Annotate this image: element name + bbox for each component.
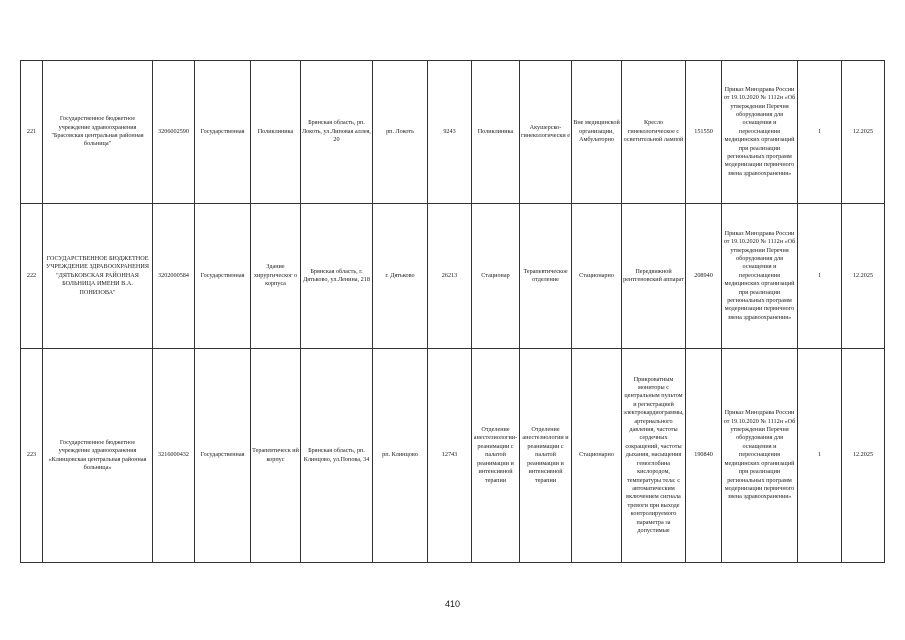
- row-number: 223: [21, 349, 43, 563]
- building: Здание хирургическог о корпуса: [251, 204, 301, 349]
- population: 9243: [428, 61, 472, 204]
- table-row: [21, 61, 885, 204]
- page-number: 410: [444, 599, 461, 609]
- equipment-name: Кресло гинекологическое с осветительной лампой: [622, 61, 686, 204]
- quantity: 1: [798, 349, 842, 563]
- delivery-date: 12.2025: [842, 349, 885, 563]
- organization-name: ГОСУДАРСТВЕННОЕ БЮДЖЕТНОЕ УЧРЕЖДЕНИЕ ЗДРАВООХРАНЕНИЯ "ДЯТЬКОВСКАЯ РАЙОННАЯ БОЛЬНИЦА ИМЕНИ В.А. ПОНИЗОВА": [43, 204, 153, 349]
- unit-type: Стационар: [472, 204, 520, 349]
- locality: рп. Локоть: [373, 61, 428, 204]
- equipment-code: 151550: [686, 61, 722, 204]
- organization-name: Государственное бюджетное учреждение здравоохранения «Клинцовская центральная районная больница»: [43, 349, 153, 563]
- quantity: 1: [798, 204, 842, 349]
- equipment-code: 208940: [686, 204, 722, 349]
- address: Брянская область, рп. Локоть, ул.Липовая аллея, 20: [301, 61, 373, 204]
- department: Акушерско-гинекологически е: [520, 61, 572, 204]
- ownership: Государственная: [195, 349, 251, 563]
- row-number: 221: [21, 61, 43, 204]
- ownership: Государственная: [195, 61, 251, 204]
- population: 12743: [428, 349, 472, 563]
- delivery-date: 12.2025: [842, 61, 885, 204]
- care-type: Стационарно: [572, 349, 622, 563]
- equipment-name: Передвижной рентгеновский аппарат: [622, 204, 686, 349]
- department: Терапевтическое отделение: [520, 204, 572, 349]
- equipment-registry-table: [20, 60, 885, 563]
- order-reference: Приказ Минздрава России от 19.10.2020 № 1112н «Об утверждении Перечня оборудования для оснащения и переоснащения медицинских организаций при реализации региональных программ модернизации первичного звена здравоохранения»: [722, 61, 798, 204]
- population: 26213: [428, 204, 472, 349]
- building: Терапевтическ ий корпус: [251, 349, 301, 563]
- unit-type: Поликлиника: [472, 61, 520, 204]
- care-type: Вне медицинской организации, Амбулаторно: [572, 61, 622, 204]
- inn: 3202000584: [153, 204, 195, 349]
- order-reference: Приказ Минздрава России от 19.10.2020 № 1112н «Об утверждении Перечня оборудования для оснащения и переоснащения медицинских организаций при реализации региональных программ модернизации первичного звена здравоохранения»: [722, 349, 798, 563]
- quantity: 1: [798, 61, 842, 204]
- locality: г. Дятьково: [373, 204, 428, 349]
- unit-type: Отделение анестезиологии-реанимации с палатой реанимации и интенсивной терапии: [472, 349, 520, 563]
- table-row: [21, 349, 885, 563]
- inn: 3206002590: [153, 61, 195, 204]
- equipment-name: Прикроватным мониторы с центральным пультом и регистрацией электрокардиограммы, артериального давления, частоты сердечных сокращений, частоты дыхания, насыщения гемоглобина кислородом, температуры тела: с автоматическим включением сигнала тревоги при выходе контролируемого параметра за допустимые: [623, 375, 684, 534]
- department: Отделение анестезиологии и реанимации с палатой реанимации и интенсивной терапии: [520, 349, 572, 563]
- locality: рп. Клинцово: [373, 349, 428, 563]
- table-row: [21, 204, 885, 349]
- care-type: Стационарно: [572, 204, 622, 349]
- row-number: 222: [21, 204, 43, 349]
- address: Брянская область, г. Дятьково, ул.Ленина, 218: [301, 204, 373, 349]
- ownership: Государственная: [195, 204, 251, 349]
- equipment-name-cell: [622, 349, 686, 563]
- equipment-code: 190840: [686, 349, 722, 563]
- building: Поликлиника: [251, 61, 301, 204]
- address: Брянская область, рп. Клинцово, ул.Попова, 34: [301, 349, 373, 563]
- delivery-date: 12.2025: [842, 204, 885, 349]
- inn: 3216000432: [153, 349, 195, 563]
- organization-name: Государственное бюджетное учреждение здравоохранения "Брасовская центральная районная больница": [43, 61, 153, 204]
- order-reference: Приказ Минздрава России от 19.10.2020 № 1112н «Об утверждении Перечня оборудования для оснащения и переоснащения медицинских организаций при реализации региональных программ модернизации первичного звена здравоохранения»: [722, 204, 798, 349]
